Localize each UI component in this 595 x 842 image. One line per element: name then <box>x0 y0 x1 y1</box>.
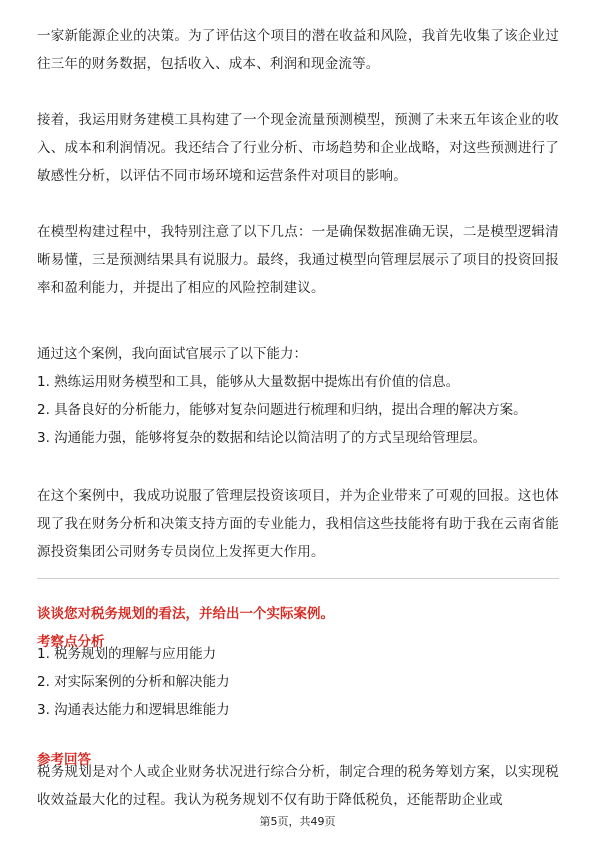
section-divider <box>37 578 559 579</box>
interview-question: 谈谈您对税务规划的看法，并给出一个实际案例。 <box>37 605 334 622</box>
assessment-title: 考察点分析 <box>37 633 105 650</box>
paragraph-model-building: 在模型构建过程中，我特别注意了以下几点：一是确保数据准确无误，二是模型逻辑清晰易懂，三是预测结果具有说服力。最终，我通过模型向管理层展示了项目的投资回报率和盈利能力，并提出了相应的风险控制建议。 <box>37 224 559 296</box>
reference-title: 参考回答 <box>37 751 91 768</box>
ability-item-2: 2. 具备良好的分析能力，能够对复杂问题进行梳理和归纳，提出合理的解决方案。 <box>37 402 527 418</box>
paragraph-modeling: 接着，我运用财务建模工具构建了一个现金流量预测模型，预测了未来五年该企业的收入、成本和利润情况。我还结合了行业分析、市场趋势和企业战略，对这些预测进行了敏感性分析，以评估不同市场环境和运营条件对项目的影响。 <box>37 112 559 184</box>
assessment-item-2: 2. 对实际案例的分析和解决能力 <box>37 674 230 690</box>
ability-item-1: 1. 熟练运用财务模型和工具，能够从大量数据中提炼出有价值的信息。 <box>37 374 460 390</box>
assessment-item-3: 3. 沟通表达能力和逻辑思维能力 <box>37 702 230 718</box>
paragraph-conclusion: 在这个案例中，我成功说服了管理层投资该项目，并为企业带来了可观的回报。这也体现了我在财务分析和决策支持方面的专业能力，我相信这些技能将有助于我在云南省能源投资集团公司财务专员岗位上发挥更大作用。 <box>37 488 559 560</box>
abilities-intro: 通过这个案例，我向面试官展示了以下能力： <box>37 346 307 362</box>
assessment-item-1: 1. 税务规划的理解与应用能力 <box>37 646 217 662</box>
paragraph-project-intro: 一家新能源企业的决策。为了评估这个项目的潜在收益和风险，我首先收集了该企业过往三年的财务数据，包括收入、成本、利润和现金流等。 <box>37 28 559 72</box>
reference-answer: 税务规划是对个人或企业财务状况进行综合分析，制定合理的税务筹划方案，以实现税收效益最大化的过程。我认为税务规划不仅有助于降低税负，还能帮助企业或 <box>37 764 559 808</box>
ability-item-3: 3. 沟通能力强，能够将复杂的数据和结论以简洁明了的方式呈现给管理层。 <box>37 430 487 446</box>
page-number: 第5页，共49页 <box>259 815 336 828</box>
